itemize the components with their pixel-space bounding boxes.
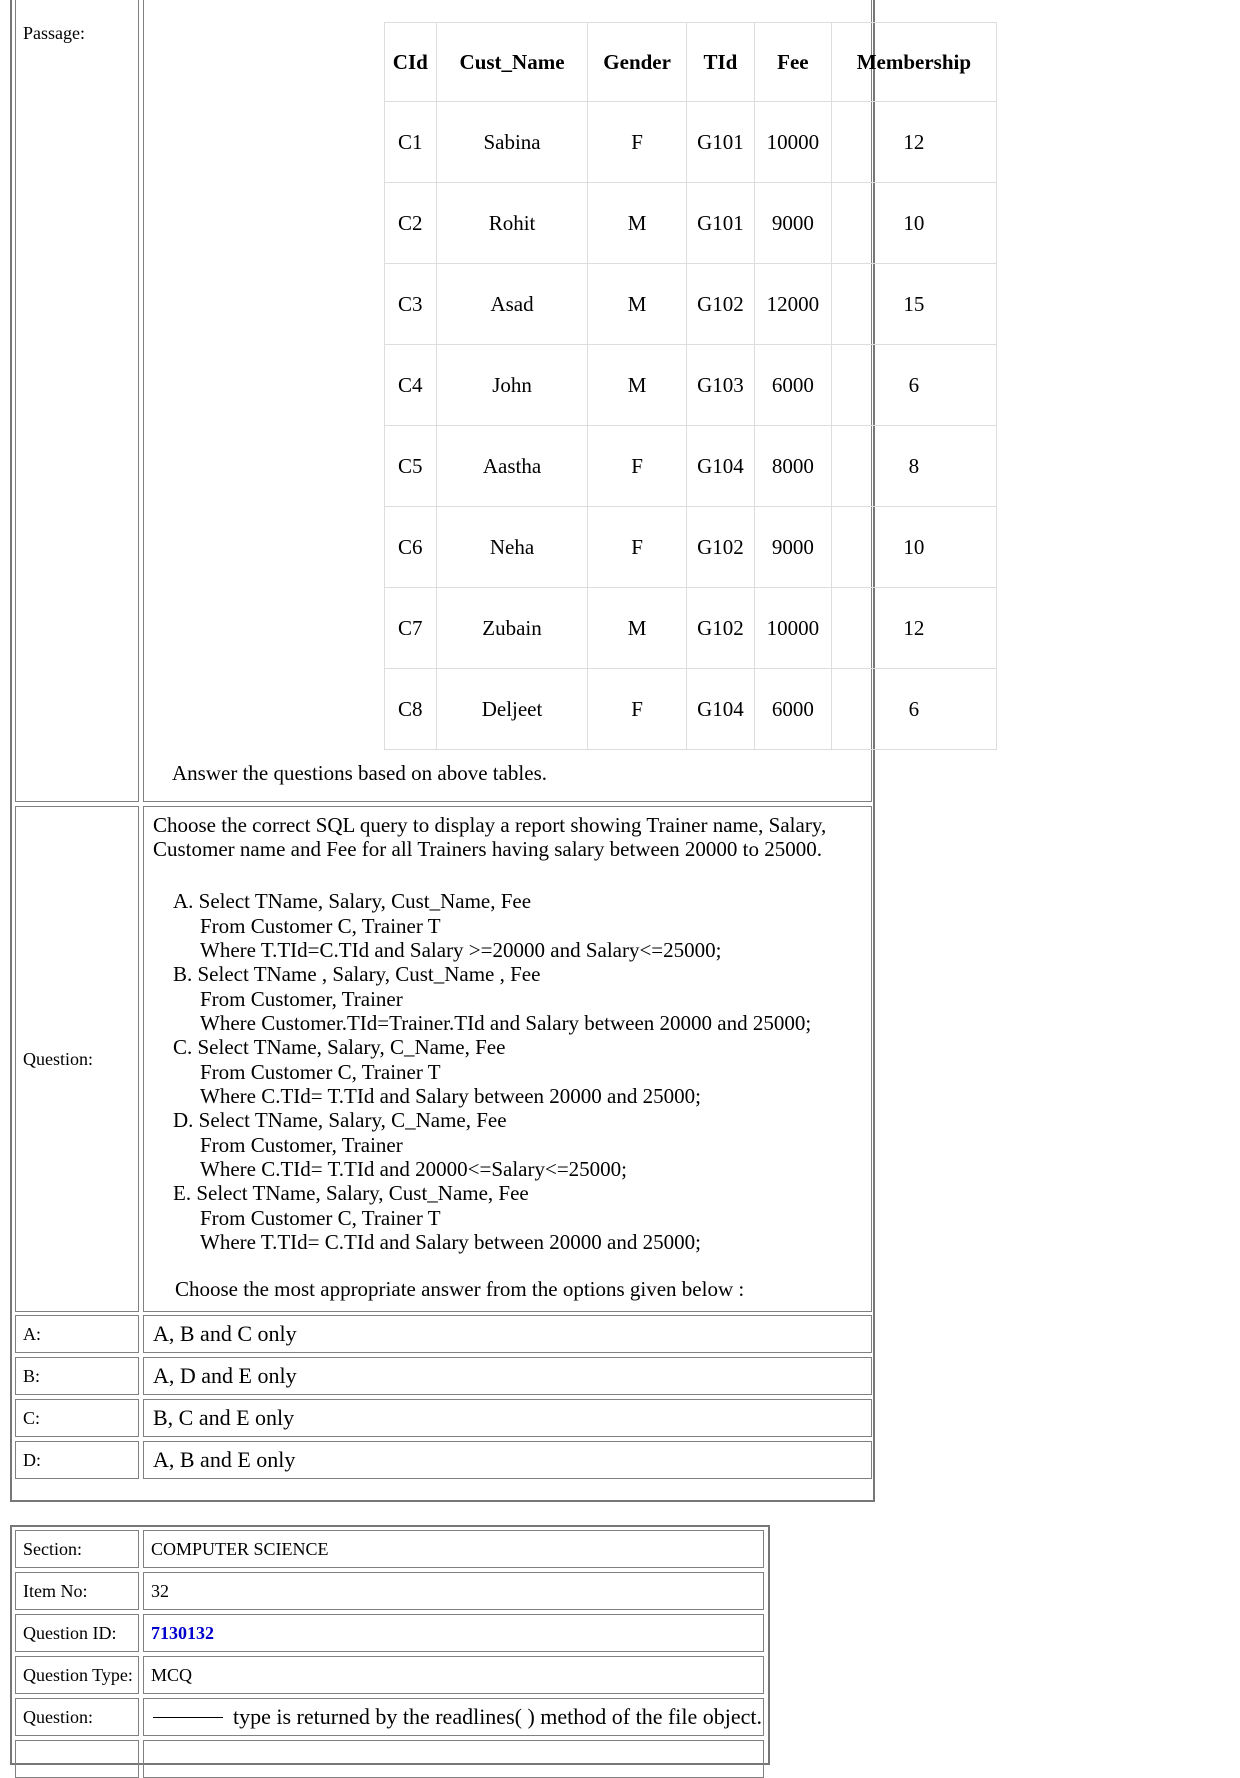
option-line: From Customer C, Trainer T xyxy=(200,913,441,938)
table-cell: C1 xyxy=(385,102,437,183)
table-cell: G102 xyxy=(686,264,754,345)
table-row xyxy=(385,264,997,345)
table-cell: Zubain xyxy=(436,588,588,669)
answer-option-a[interactable]: A, B and C only xyxy=(143,1315,872,1353)
table-cell: Sabina xyxy=(436,102,588,183)
table-cell: G102 xyxy=(686,588,754,669)
option-line: C. Select TName, Salary, C_Name, Fee xyxy=(173,1035,506,1059)
section-label: Section: xyxy=(15,1530,139,1568)
next-row-value xyxy=(143,1740,764,1778)
table-cell: 6 xyxy=(831,345,996,426)
table-cell: 15 xyxy=(831,264,996,345)
passage-content xyxy=(143,0,972,802)
question-type-value: MCQ xyxy=(143,1656,764,1694)
column-header: CId xyxy=(385,23,437,102)
question-text-2-content: type is returned by the readlines( ) method of the file object. xyxy=(233,1704,763,1729)
column-header: Membership xyxy=(831,23,996,102)
option-line: E. Select TName, Salary, Cust_Name, Fee xyxy=(173,1181,529,1205)
table-cell: M xyxy=(588,345,686,426)
option-line: A. Select TName, Salary, Cust_Name, Fee xyxy=(173,889,532,913)
answer-label-a: A: xyxy=(15,1315,139,1353)
question-id-value-cell xyxy=(143,1614,764,1652)
table-row xyxy=(385,345,997,426)
table-cell: F xyxy=(588,507,686,588)
table-cell: C6 xyxy=(385,507,437,588)
table-cell: M xyxy=(588,588,686,669)
question-content xyxy=(143,806,872,1312)
table-cell: C7 xyxy=(385,588,437,669)
option-line: Where T.TId= C.TId and Salary between 20000 and 25000; xyxy=(200,1230,701,1254)
item-no-value: 32 xyxy=(143,1572,764,1610)
table-cell: C2 xyxy=(385,183,437,264)
table-cell: 6000 xyxy=(755,669,832,750)
table-header-row xyxy=(385,23,997,102)
column-header: Cust_Name xyxy=(436,23,588,102)
table-cell: 6000 xyxy=(755,345,832,426)
option-line: From Customer, Trainer xyxy=(200,1132,403,1157)
section-value: COMPUTER SCIENCE xyxy=(143,1530,764,1568)
answer-label-c: C: xyxy=(15,1399,139,1437)
table-cell: F xyxy=(588,102,686,183)
next-row-label xyxy=(15,1740,139,1778)
table-cell: G104 xyxy=(686,426,754,507)
answer-blank xyxy=(153,1717,223,1718)
table-cell: C4 xyxy=(385,345,437,426)
answer-label-b: B: xyxy=(15,1357,139,1395)
question-id-value: 7130132 xyxy=(151,1622,214,1643)
column-header: Fee xyxy=(755,23,832,102)
table-cell: 8 xyxy=(831,426,996,507)
customer-table xyxy=(384,22,997,750)
passage-label: Passage: xyxy=(15,0,139,802)
option-line: Where C.TId= T.TId and 20000<=Salary<=25000; xyxy=(200,1157,628,1181)
option-line: D. Select TName, Salary, C_Name, Fee xyxy=(173,1108,507,1132)
table-row xyxy=(385,183,997,264)
question-text-line-1: Choose the correct SQL query to display a report showing Trainer name, Salary, xyxy=(153,813,827,837)
table-cell: M xyxy=(588,264,686,345)
table-cell: G103 xyxy=(686,345,754,426)
table-cell: Rohit xyxy=(436,183,588,264)
answer-option-d[interactable]: A, B and E only xyxy=(143,1441,872,1479)
table-cell: G102 xyxy=(686,507,754,588)
question-text-2 xyxy=(143,1698,764,1736)
table-cell: John xyxy=(436,345,588,426)
table-cell: 6 xyxy=(831,669,996,750)
table-cell: Neha xyxy=(436,507,588,588)
table-cell: C5 xyxy=(385,426,437,507)
table-cell: G101 xyxy=(686,102,754,183)
table-cell: Aastha xyxy=(436,426,588,507)
table-cell: 10 xyxy=(831,507,996,588)
table-cell: 9000 xyxy=(755,183,832,264)
table-cell: 12 xyxy=(831,588,996,669)
table-cell: C8 xyxy=(385,669,437,750)
question-type-label: Question Type: xyxy=(15,1656,139,1694)
option-line: From Customer C, Trainer T xyxy=(200,1205,441,1230)
choose-instruction: Choose the most appropriate answer from the options given below : xyxy=(175,1277,745,1301)
table-cell: 12 xyxy=(831,102,996,183)
table-cell: 8000 xyxy=(755,426,832,507)
table-cell: 10000 xyxy=(755,588,832,669)
table-cell: 10 xyxy=(831,183,996,264)
option-line: Where C.TId= T.TId and Salary between 20000 and 25000; xyxy=(200,1084,701,1108)
answer-option-c[interactable]: B, C and E only xyxy=(143,1399,872,1437)
table-cell: 9000 xyxy=(755,507,832,588)
option-c xyxy=(173,1035,701,1109)
column-header: TId xyxy=(686,23,754,102)
option-b xyxy=(173,962,811,1036)
table-cell: G101 xyxy=(686,183,754,264)
table-cell: F xyxy=(588,669,686,750)
table-cell: C3 xyxy=(385,264,437,345)
question-label-2: Question: xyxy=(15,1698,139,1736)
item-no-label: Item No: xyxy=(15,1572,139,1610)
table-row xyxy=(385,669,997,750)
table-cell: 12000 xyxy=(755,264,832,345)
option-line: Where T.TId=C.TId and Salary >=20000 and Salary<=25000; xyxy=(200,938,722,962)
question-text-line-2: Customer name and Fee for all Trainers having salary between 20000 to 25000. xyxy=(153,837,822,861)
table-cell: M xyxy=(588,183,686,264)
table-cell: Deljeet xyxy=(436,669,588,750)
option-line: Where Customer.TId=Trainer.TId and Salary between 20000 and 25000; xyxy=(200,1011,812,1035)
option-a xyxy=(173,889,721,963)
question-block xyxy=(10,0,972,1502)
question-meta-block xyxy=(10,1525,770,1765)
answer-option-b[interactable]: A, D and E only xyxy=(143,1357,872,1395)
option-d xyxy=(173,1108,627,1182)
table-cell: 10000 xyxy=(755,102,832,183)
table-cell: Asad xyxy=(436,264,588,345)
table-row xyxy=(385,507,997,588)
table-row xyxy=(385,426,997,507)
option-e xyxy=(173,1181,701,1255)
question-label: Question: xyxy=(15,806,139,1312)
option-line: B. Select TName , Salary, Cust_Name , Fee xyxy=(173,962,541,986)
table-row xyxy=(385,102,997,183)
table-cell: G104 xyxy=(686,669,754,750)
table-cell: F xyxy=(588,426,686,507)
option-line: From Customer C, Trainer T xyxy=(200,1059,441,1084)
answer-label-d: D: xyxy=(15,1441,139,1479)
table-row xyxy=(385,588,997,669)
question-id-label: Question ID: xyxy=(15,1614,139,1652)
column-header: Gender xyxy=(588,23,686,102)
passage-instruction: Answer the questions based on above tables. xyxy=(172,761,547,785)
option-line: From Customer, Trainer xyxy=(200,986,403,1011)
